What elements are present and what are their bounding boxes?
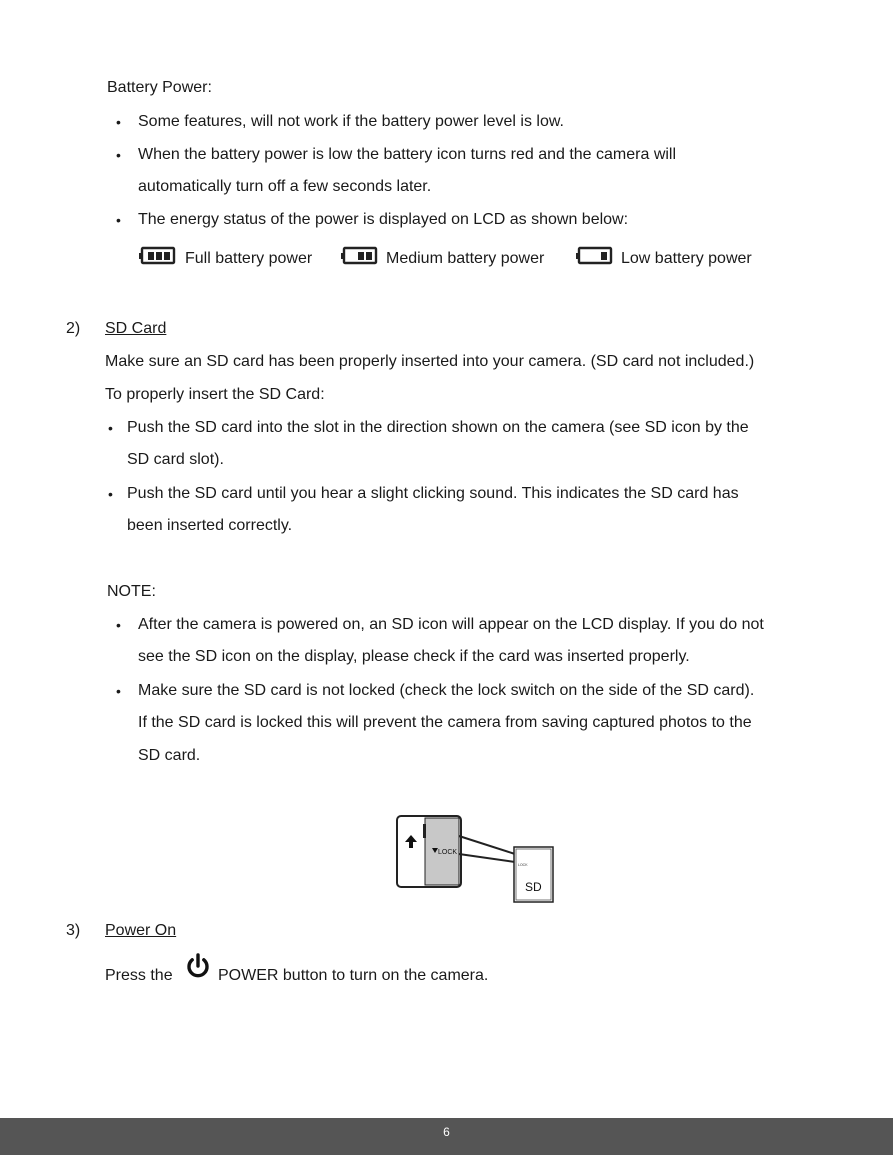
note-bullet-2: Make sure the SD card is not locked (check the lock switch on the side of the SD card). [138, 682, 755, 699]
sd-line-1: Make sure an SD card has been properly inserted into your camera. (SD card not included.) [105, 353, 755, 370]
battery-heading: Battery Power: [107, 79, 212, 96]
note-bullet-1-cont: see the SD icon on the display, please check if the card was inserted properly. [138, 648, 690, 665]
sd-card-lock-label: LOCK [518, 863, 528, 867]
sd-section-title: SD Card [105, 320, 167, 337]
lock-switch-label: LOCK [438, 849, 458, 856]
power-text-after: POWER button to turn on the camera. [218, 967, 489, 984]
battery-medium-label: Medium battery power [386, 250, 545, 267]
battery-bullet-2: When the battery power is low the battery icon turns red and the camera will [138, 146, 677, 163]
battery-full-label: Full battery power [185, 250, 313, 267]
battery-bullet-1: Some features, will not work if the battery power level is low. [138, 113, 564, 130]
power-icon [185, 953, 211, 979]
bullet-dot: • [108, 420, 113, 436]
note-heading: NOTE: [107, 583, 156, 600]
battery-low-icon [576, 246, 613, 266]
note-bullet-2-cont: If the SD card is locked this will prevent the camera from saving captured photos to the [138, 714, 752, 731]
bullet-dot: • [116, 147, 121, 163]
battery-full-icon [139, 246, 176, 266]
bullet-dot: • [108, 486, 113, 502]
power-section-title: Power On [105, 922, 177, 939]
sd-lock-figure [395, 814, 557, 906]
sd-line-2: To properly insert the SD Card: [105, 386, 325, 403]
battery-bullet-2-cont: automatically turn off a few seconds later. [138, 178, 432, 195]
bullet-dot: • [116, 617, 121, 633]
sd-bullet-2: Push the SD card until you hear a slight clicking sound. This indicates the SD card has [127, 485, 739, 502]
battery-low-label: Low battery power [621, 250, 752, 267]
battery-medium-icon [341, 246, 378, 266]
sd-section-number: 2) [66, 320, 81, 337]
sd-bullet-1-cont: SD card slot). [127, 451, 224, 468]
power-text-before: Press the [105, 967, 173, 984]
battery-bullet-3: The energy status of the power is displayed on LCD as shown below: [138, 211, 629, 228]
bullet-dot: • [116, 683, 121, 699]
power-section-number: 3) [66, 922, 81, 939]
note-bullet-2-cont2: SD card. [138, 747, 201, 764]
page-number: 6 [443, 1125, 450, 1139]
note-bullet-1: After the camera is powered on, an SD icon will appear on the LCD display. If you do not [138, 616, 764, 633]
sd-bullet-2-cont: been inserted correctly. [127, 517, 293, 534]
sd-bullet-1: Push the SD card into the slot in the direction shown on the camera (see SD icon by the [127, 419, 749, 436]
sd-card-label: SD [525, 880, 542, 894]
bullet-dot: • [116, 212, 121, 228]
page-footer [0, 1118, 893, 1155]
bullet-dot: • [116, 114, 121, 130]
